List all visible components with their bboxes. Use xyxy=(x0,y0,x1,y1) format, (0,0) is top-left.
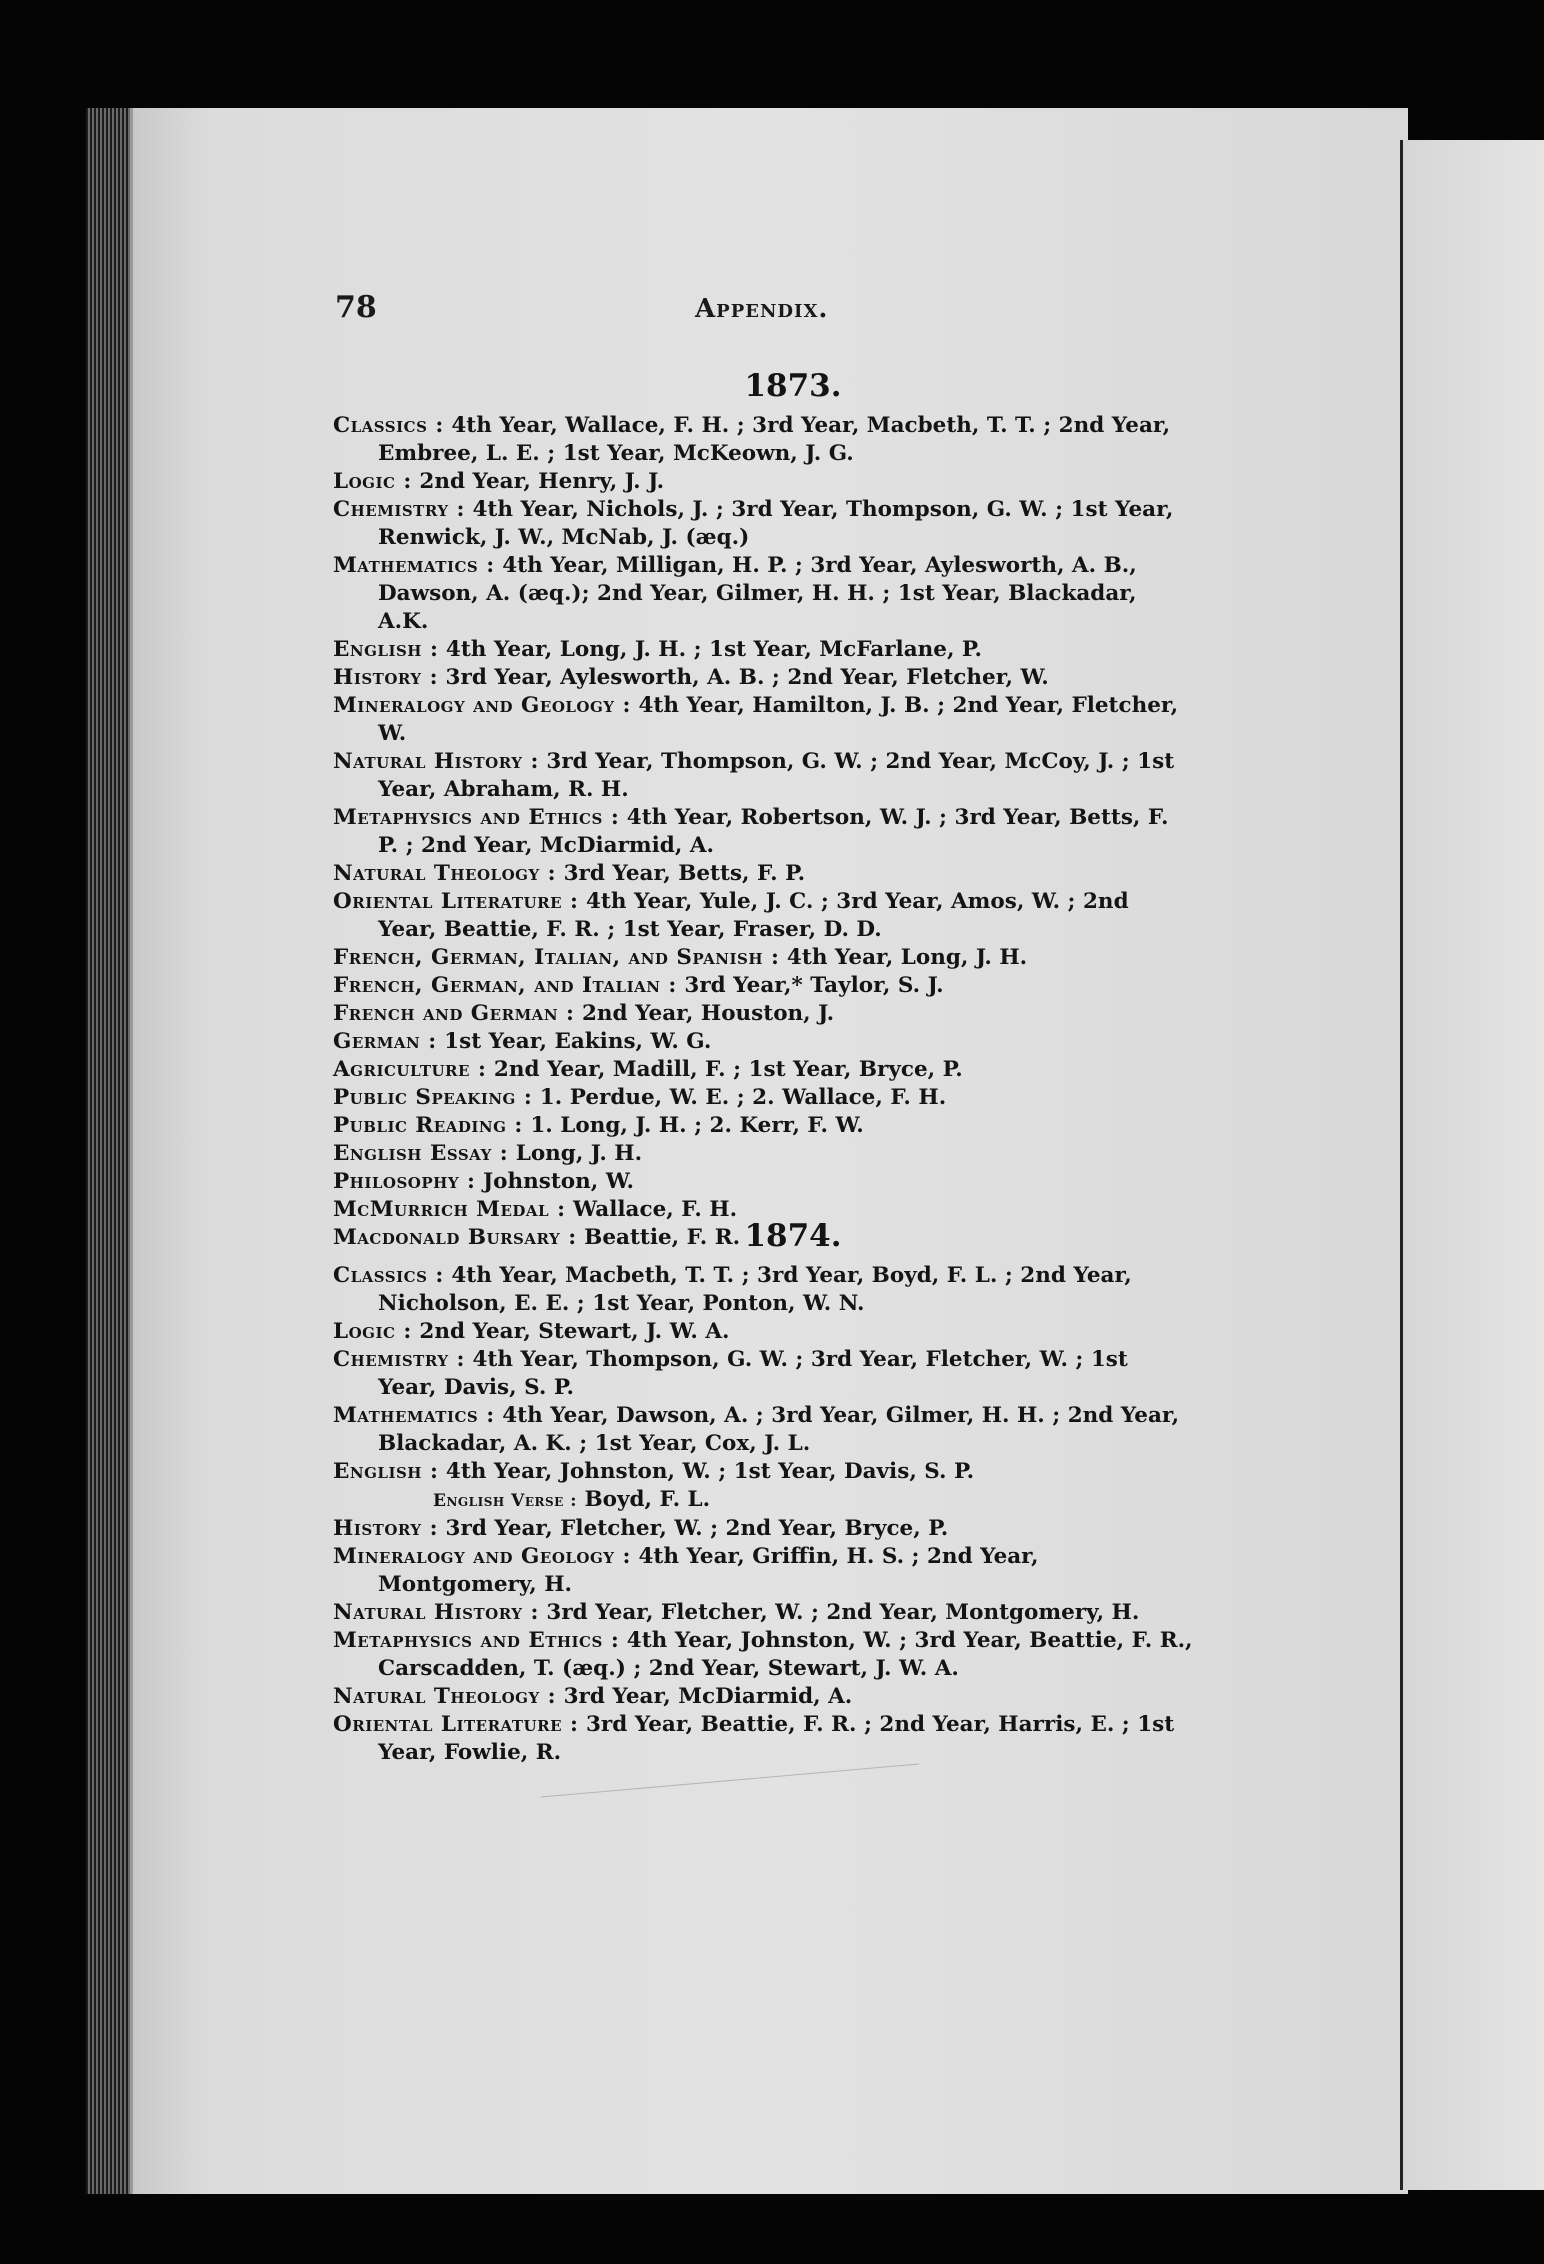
subject-label: English : xyxy=(333,637,439,662)
subject-label: Mathematics : xyxy=(333,553,495,578)
prize-entry xyxy=(333,1683,1193,1711)
winners-text: 4th Year, Hamilton, J. B. ; 2nd Year, Fletcher, W. xyxy=(378,693,1179,746)
prize-entry xyxy=(333,636,1193,664)
subject-label: History : xyxy=(333,665,439,690)
prize-entry xyxy=(333,412,1193,468)
winners-text: 4th Year, Milligan, H. P. ; 3rd Year, Aylesworth, A. B., Dawson, A. (æq.); 2nd Year, Gilmer, H. H. ; 1st Year, Blackadar, A.K. xyxy=(378,553,1137,634)
page-number: 78 xyxy=(335,290,377,325)
subject-label: History : xyxy=(333,1516,439,1541)
winners-text: 4th Year, Johnston, W. ; 3rd Year, Beattie, F. R., Carscadden, T. (æq.) ; 2nd Year, Stewart, J. W. A. xyxy=(378,1628,1193,1681)
year-section-1873 xyxy=(333,368,1193,1252)
subject-label: English : xyxy=(333,1459,439,1484)
winners-text: 2nd Year, Henry, J. J. xyxy=(419,469,665,494)
subject-label: Logic : xyxy=(333,469,412,494)
winners-text: 1. Long, J. H. ; 2. Kerr, F. W. xyxy=(530,1113,864,1138)
winners-text: 4th Year, Yule, J. C. ; 3rd Year, Amos, W. ; 2nd Year, Beattie, F. R. ; 1st Year, Fraser, D. D. xyxy=(378,889,1129,942)
winners-text: 4th Year, Macbeth, T. T. ; 3rd Year, Boyd, F. L. ; 2nd Year, Nicholson, E. E. ; 1st Year, Ponton, W. N. xyxy=(378,1263,1132,1316)
subject-label: French, German, and Italian : xyxy=(333,973,677,998)
book-page-edges xyxy=(86,108,132,2194)
prize-list xyxy=(333,412,1193,1252)
prize-entry xyxy=(333,1346,1193,1402)
prize-list xyxy=(333,1262,1193,1767)
subject-label: Public Reading : xyxy=(333,1113,523,1138)
subject-label: Mineralogy and Geology : xyxy=(333,693,631,718)
prize-entry xyxy=(333,468,1193,496)
winners-text: Boyd, F. L. xyxy=(584,1487,711,1512)
winners-text: 3rd Year, Betts, F. P. xyxy=(563,861,806,886)
winners-text: 3rd Year, Thompson, G. W. ; 2nd Year, McCoy, J. ; 1st Year, Abraham, R. H. xyxy=(378,749,1175,802)
page-header xyxy=(335,290,1175,334)
subject-label: Oriental Literature : xyxy=(333,889,579,914)
winners-text: 3rd Year, Aylesworth, A. B. ; 2nd Year, Fletcher, W. xyxy=(445,665,1049,690)
subject-label: Oriental Literature : xyxy=(333,1712,579,1737)
subject-label: English Verse : xyxy=(433,1491,577,1511)
subject-label: Logic : xyxy=(333,1319,412,1344)
winners-text: Johnston, W. xyxy=(482,1169,634,1194)
subject-label: French and German : xyxy=(333,1001,575,1026)
subject-label: Agriculture : xyxy=(333,1057,487,1082)
winners-text: 2nd Year, Stewart, J. W. A. xyxy=(419,1319,730,1344)
winners-text: 4th Year, Long, J. H. ; 1st Year, McFarlane, P. xyxy=(445,637,983,662)
winners-text: 4th Year, Nichols, J. ; 3rd Year, Thompson, G. W. ; 1st Year, Renwick, J. W., McNab, J. (æq.) xyxy=(378,497,1174,550)
winners-text: 4th Year, Johnston, W. ; 1st Year, Davis, S. P. xyxy=(445,1459,975,1484)
prize-entry xyxy=(333,888,1193,944)
subject-label: Metaphysics and Ethics : xyxy=(333,1628,620,1653)
winners-text: 2nd Year, Madill, F. ; 1st Year, Bryce, P. xyxy=(493,1057,963,1082)
running-head: Appendix. xyxy=(695,294,829,324)
prize-entry xyxy=(333,1084,1193,1112)
subject-label: Macdonald Bursary : xyxy=(333,1225,577,1250)
prize-entry xyxy=(333,1458,1193,1486)
prize-entry xyxy=(333,1028,1193,1056)
prize-entry xyxy=(333,944,1193,972)
prize-entry xyxy=(333,1056,1193,1084)
prize-entry xyxy=(333,1515,1193,1543)
prize-entry xyxy=(333,1711,1193,1767)
winners-text: 4th Year, Thompson, G. W. ; 3rd Year, Fletcher, W. ; 1st Year, Davis, S. P. xyxy=(378,1347,1128,1400)
subject-label: English Essay : xyxy=(333,1141,509,1166)
subject-label: Natural History : xyxy=(333,1600,539,1625)
prize-entry xyxy=(333,1140,1193,1168)
winners-text: 3rd Year, Fletcher, W. ; 2nd Year, Bryce, P. xyxy=(445,1516,949,1541)
winners-text: 3rd Year, McDiarmid, A. xyxy=(563,1684,853,1709)
subject-label: Natural Theology : xyxy=(333,1684,557,1709)
winners-text: 1. Perdue, W. E. ; 2. Wallace, F. H. xyxy=(539,1085,947,1110)
prize-entry xyxy=(333,1402,1193,1458)
prize-entry xyxy=(333,1543,1193,1599)
subject-label: Public Speaking : xyxy=(333,1085,533,1110)
prize-entry xyxy=(333,496,1193,552)
prize-entry xyxy=(333,1000,1193,1028)
year-section-1874 xyxy=(333,1218,1193,1767)
prize-entry xyxy=(333,860,1193,888)
subject-label: French, German, Italian, and Spanish : xyxy=(333,945,780,970)
subject-label: Mineralogy and Geology : xyxy=(333,1544,631,1569)
winners-text: Beattie, F. R. xyxy=(584,1225,741,1250)
prize-entry xyxy=(333,1627,1193,1683)
winners-text: 3rd Year, Fletcher, W. ; 2nd Year, Montgomery, H. xyxy=(546,1600,1140,1625)
winners-text: 2nd Year, Houston, J. xyxy=(581,1001,835,1026)
prize-entry xyxy=(333,552,1193,636)
subject-label: Natural Theology : xyxy=(333,861,557,886)
winners-text: 4th Year, Dawson, A. ; 3rd Year, Gilmer, H. H. ; 2nd Year, Blackadar, A. K. ; 1st Year, Cox, J. L. xyxy=(378,1403,1180,1456)
subject-label: Philosophy : xyxy=(333,1169,476,1194)
prize-entry xyxy=(333,1599,1193,1627)
prize-entry xyxy=(333,1112,1193,1140)
winners-text: 4th Year, Long, J. H. xyxy=(786,945,1028,970)
subject-label: McMurrich Medal : xyxy=(333,1197,566,1222)
prize-entry xyxy=(333,1486,1193,1515)
subject-label: German : xyxy=(333,1029,437,1054)
year-heading: 1874. xyxy=(744,1218,842,1254)
winners-text: 4th Year, Robertson, W. J. ; 3rd Year, Betts, F. P. ; 2nd Year, McDiarmid, A. xyxy=(378,805,1169,858)
subject-label: Chemistry : xyxy=(333,497,465,522)
winners-text: 3rd Year, Beattie, F. R. ; 2nd Year, Harris, E. ; 1st Year, Fowlie, R. xyxy=(378,1712,1175,1765)
subject-label: Metaphysics and Ethics : xyxy=(333,805,620,830)
winners-text: 3rd Year,* Taylor, S. J. xyxy=(684,973,944,998)
year-heading: 1873. xyxy=(744,368,842,404)
prize-entry xyxy=(333,804,1193,860)
winners-text: 4th Year, Wallace, F. H. ; 3rd Year, Macbeth, T. T. ; 2nd Year, Embree, L. E. ; 1st Year, McKeown, J. G. xyxy=(378,413,1171,466)
subject-label: Classics : xyxy=(333,1263,444,1288)
subject-label: Mathematics : xyxy=(333,1403,495,1428)
subject-label: Natural History : xyxy=(333,749,539,774)
prize-entry xyxy=(333,664,1193,692)
winners-text: Long, J. H. xyxy=(515,1141,643,1166)
subject-label: Chemistry : xyxy=(333,1347,465,1372)
facing-page-edge xyxy=(1400,140,1544,2190)
prize-entry xyxy=(333,1168,1193,1196)
prize-entry xyxy=(333,1318,1193,1346)
prize-entry xyxy=(333,1262,1193,1318)
winners-text: Wallace, F. H. xyxy=(573,1197,738,1222)
prize-entry xyxy=(333,692,1193,748)
subject-label: Classics : xyxy=(333,413,444,438)
prize-entry xyxy=(333,748,1193,804)
prize-entry xyxy=(333,972,1193,1000)
winners-text: 1st Year, Eakins, W. G. xyxy=(444,1029,712,1054)
winners-text: 4th Year, Griffin, H. S. ; 2nd Year, Montgomery, H. xyxy=(378,1544,1039,1597)
